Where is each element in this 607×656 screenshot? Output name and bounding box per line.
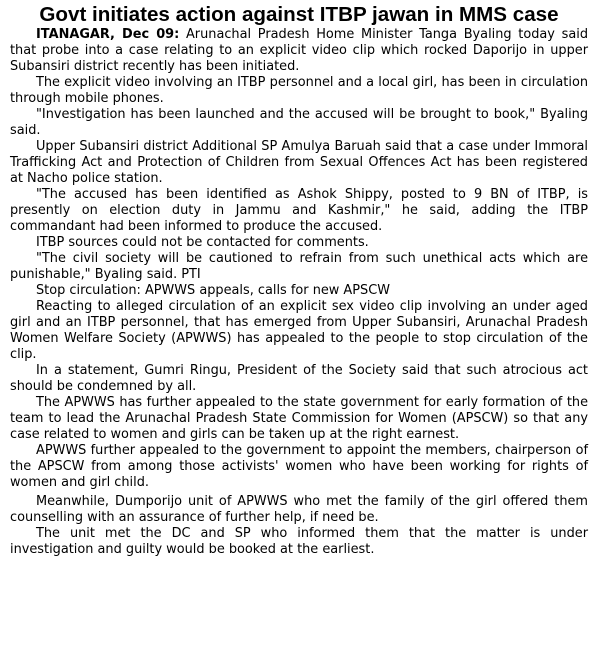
body-paragraph: The explicit video involving an ITBP personnel and a local girl, has been in circulation through mobile phones.: [10, 75, 588, 106]
lead-text: Arunachal Pradesh Home Minister Tanga Byaling today said that probe into a case relating to an explicit video clip which rocked Daporijo in upper Subansiri district recently has been initiated.: [10, 27, 588, 74]
lead-paragraph: [10, 27, 588, 75]
body-paragraph: Upper Subansiri district Additional SP Amulya Baruah said that a case under Immoral Trafficking Act and Protection of Children from Sexual Offences Act has been registered at Nacho police station.: [10, 139, 588, 186]
body-paragraph: "Investigation has been launched and the accused will be brought to book," Byaling said.: [10, 107, 588, 138]
body-paragraph: In a statement, Gumri Ringu, President of the Society said that such atrocious act should be condemned by all.: [10, 363, 588, 394]
body-paragraph: "The accused has been identified as Ashok Shippy, posted to 9 BN of ITBP, is presently on election duty in Jammu and Kashmir," he said, adding the ITBP commandant had been informed to produce the accused.: [10, 187, 588, 234]
body-paragraph: APWWS further appealed to the government to appoint the members, chairperson of the APSCW from among those activists' women who have been working for rights of women and girl child.: [10, 443, 588, 490]
article-dateline: ITANAGAR, Dec 09:: [36, 27, 180, 42]
news-article: [10, 3, 588, 558]
body-paragraph: The unit met the DC and SP who informed them that the matter is under investigation and guilty would be booked at the earliest.: [10, 526, 588, 557]
subheading-paragraph: Stop circulation: APWWS appeals, calls for new APSCW: [36, 283, 390, 298]
body-paragraph: "The civil society will be cautioned to refrain from such unethical acts which are punishable," Byaling said. PTI: [10, 251, 588, 282]
article-headline: Govt initiates action against ITBP jawan in MMS case: [39, 3, 559, 26]
body-paragraph: Meanwhile, Dumporijo unit of APWWS who met the family of the girl offered them counselling with an assurance of further help, if need be.: [10, 494, 588, 525]
body-paragraph: Reacting to alleged circulation of an explicit sex video clip involving an under aged girl and an ITBP personnel, that has emerged from Upper Subansiri, Arunachal Pradesh Women Welfare Society (APWWS) has appealed to the people to stop circulation of the clip.: [10, 299, 588, 362]
body-paragraph: ITBP sources could not be contacted for comments.: [36, 235, 369, 250]
body-paragraph: The APWWS has further appealed to the state government for early formation of the team to lead the Arunachal Pradesh State Commission for Women (APSCW) so that any case related to women and girls can be taken up at the right earnest.: [10, 395, 588, 442]
